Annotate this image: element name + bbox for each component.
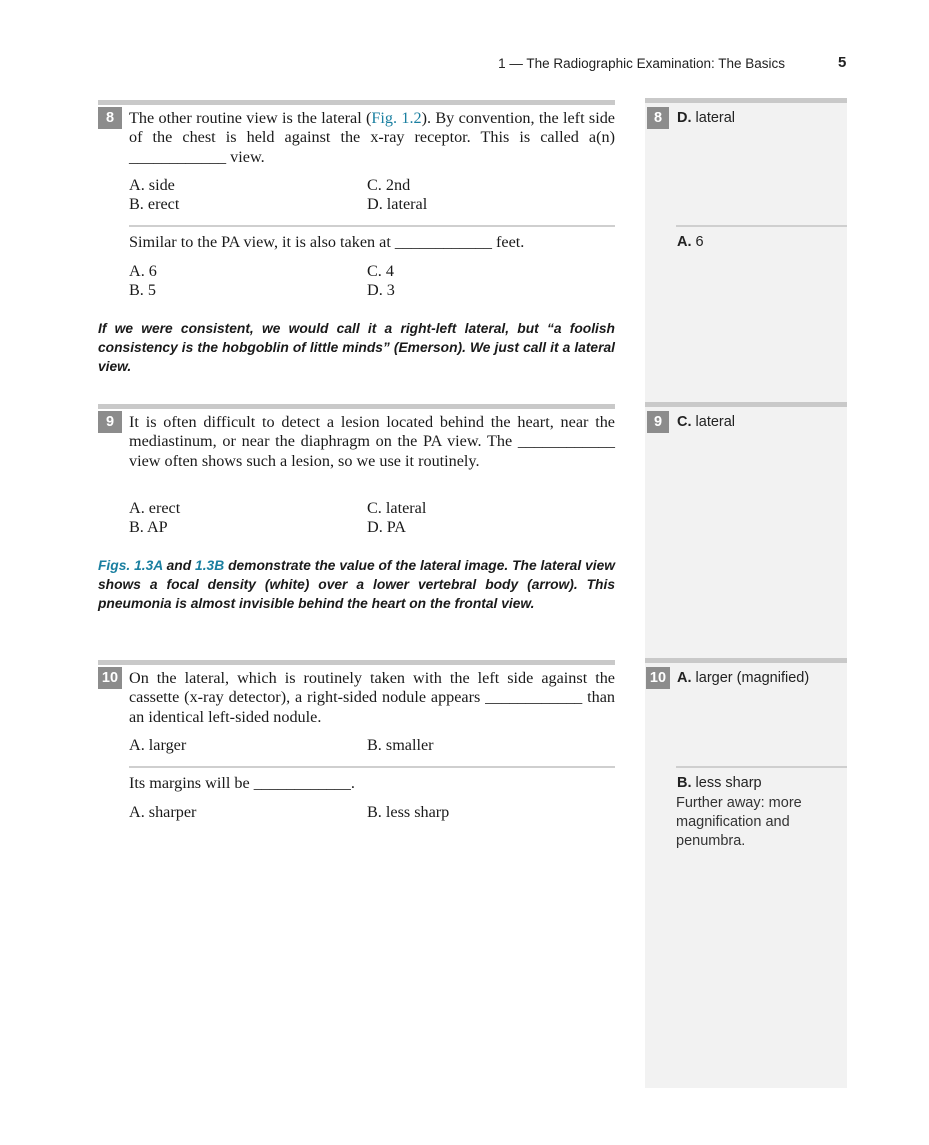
a9-top-rule: [645, 402, 847, 407]
a8-top-rule: [645, 98, 847, 103]
a8b-text: 6: [691, 234, 704, 250]
a8b-answer: [677, 233, 845, 252]
q9-note-text: demonstrate the value of the lateral image. The lateral view shows a focal density (white) over a lower vertebral body (arrow). This pneumonia is almost invisible behind the heart on the frontal view.: [98, 558, 615, 611]
q10-followup-text: Its margins will be ____________.: [129, 774, 355, 792]
q9-option-c: C. lateral: [367, 499, 427, 517]
a8b-letter: A.: [677, 234, 692, 250]
q10-option-a: A. larger: [129, 736, 187, 754]
a8-answer: [677, 109, 845, 128]
q8-followup-option-d: D. 3: [367, 281, 395, 299]
a10b-rule: [676, 766, 847, 768]
a8-letter: D.: [677, 110, 692, 126]
page-number: 5: [838, 54, 847, 71]
a10b-explanation: Further away: more magnification and penumbra.: [676, 795, 802, 849]
a10-number-badge: 10: [646, 667, 670, 689]
q8-followup-text: Similar to the PA view, it is also taken at ____________ feet.: [129, 233, 525, 251]
a10-top-rule: [645, 658, 847, 663]
a8b-rule: [676, 225, 847, 227]
q9-option-b: B. AP: [129, 518, 168, 536]
q8-note: If we were consistent, we would call it a right-left lateral, but “a foolish consistency is the hobgoblin of little minds” (Emerson). We just call it a lateral view.: [98, 321, 615, 374]
a10b-answer: [677, 774, 845, 793]
a10b-letter: B.: [677, 775, 692, 791]
q10-number-badge: 10: [98, 667, 122, 689]
a10-letter: A.: [677, 670, 692, 686]
q8-followup-rule: [129, 225, 615, 227]
q10-question-text: On the lateral, which is routinely taken with the left side against the cassette (x-ray detector), a right-sided nodule appears ____________ than an identical left-sided nodule.: [129, 669, 615, 726]
q8-followup-option-b: B. 5: [129, 281, 156, 299]
q10-followup-option-a: A. sharper: [129, 803, 197, 821]
q9-option-a: A. erect: [129, 499, 181, 517]
q9-option-d: D. PA: [367, 518, 406, 536]
q9-note: [98, 556, 615, 613]
q8-option-d: D. lateral: [367, 195, 428, 213]
a10-answer: [677, 669, 845, 688]
q10-followup-rule: [129, 766, 615, 768]
a10b-text: less sharp: [691, 775, 762, 791]
q8-top-rule: [98, 100, 615, 105]
q10-option-b: B. smaller: [367, 736, 434, 754]
q9-top-rule: [98, 404, 615, 409]
q9-note-figure-link-a[interactable]: Figs. 1.3A: [98, 558, 163, 573]
a8-text: lateral: [691, 110, 736, 126]
q9-number-badge: 9: [98, 411, 122, 433]
q9-note-and: and: [162, 558, 196, 573]
page-header: [0, 56, 929, 76]
a10-text: larger (magnified): [691, 670, 810, 686]
q9-question-text: It is often difficult to detect a lesion located behind the heart, near the mediastinum, or near the diaphragm on the PA view. The ____________ view often shows such a lesion, so we use it routinely.: [129, 413, 615, 470]
q8-followup-option-c: C. 4: [367, 262, 394, 280]
q8-number-badge: 8: [98, 107, 122, 129]
a9-letter: C.: [677, 414, 692, 430]
a8-number-badge: 8: [647, 107, 669, 129]
a9-answer: [677, 413, 845, 432]
q8-text-pre: The other routine view is the lateral (: [129, 109, 372, 127]
q8-question-text: [129, 109, 615, 167]
q10-followup-option-b: B. less sharp: [367, 803, 450, 821]
q8-option-b: B. erect: [129, 195, 180, 213]
a9-text: lateral: [691, 414, 736, 430]
q8-followup-option-a: A. 6: [129, 262, 157, 280]
q8-option-c: C. 2nd: [367, 176, 411, 194]
q8-text-post: ). By convention, the left side of the chest is held against the x-ray receptor. This is called a(n) ____________ view.: [129, 109, 615, 166]
a9-number-badge: 9: [647, 411, 669, 433]
q9-note-figure-link-b[interactable]: 1.3B: [195, 558, 225, 573]
q8-option-a: A. side: [129, 176, 175, 194]
q10-top-rule: [98, 660, 615, 665]
q8-figure-link[interactable]: Fig. 1.2: [371, 109, 422, 127]
running-head: 1 — The Radiographic Examination: The Basics: [498, 56, 785, 71]
